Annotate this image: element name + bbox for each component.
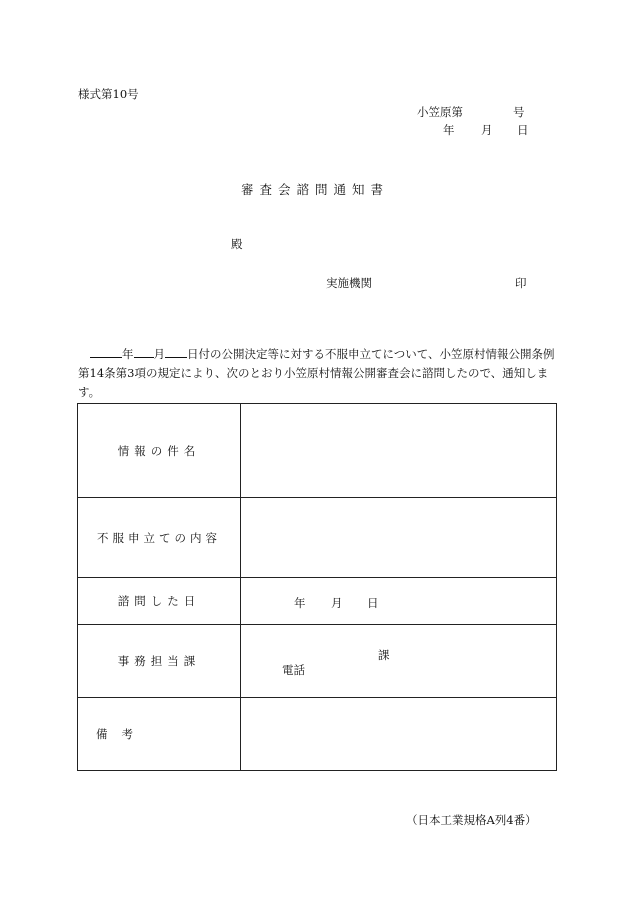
issue-date-day: 日: [517, 123, 529, 137]
sender-label: 実施機関: [326, 276, 372, 290]
blank-month: [134, 346, 154, 358]
table-row: [78, 578, 557, 625]
row-label-subject: 情報の件名: [78, 404, 241, 498]
row-value-inquiry-date: [241, 578, 557, 625]
row-value-remarks: [241, 698, 557, 771]
department-section: 課: [378, 648, 390, 662]
row-label-remarks: 備考: [78, 698, 241, 771]
issue-date-year: 年: [443, 123, 455, 137]
inquiry-date-day: 日: [367, 596, 379, 610]
table-row: [78, 498, 557, 578]
row-label-inquiry-date: 諮問した日: [78, 578, 241, 625]
department-phone: 電話: [282, 663, 305, 677]
seal-mark: 印: [515, 276, 527, 290]
body-year: 年: [122, 347, 134, 361]
row-value-appeal-content: [241, 498, 557, 578]
inquiry-date-year: 年: [294, 596, 306, 610]
body-text: 日付の公開決定等に対する不服申立てについて、小笠原村情報公開条例第14条第3項の規定により、次のとおり小笠原村情報公開審査会に諮問したので、通知します。: [78, 347, 555, 399]
row-value-subject: [241, 404, 557, 498]
issue-date: [443, 122, 529, 138]
body-paragraph: [78, 345, 556, 402]
body-month: 月: [153, 347, 165, 361]
table-row: [78, 698, 557, 771]
blank-day: [165, 346, 187, 358]
paper-size-note: （日本工業規格A列4番）: [406, 813, 537, 827]
issue-date-month: 月: [481, 123, 493, 137]
document-number-suffix: 号: [513, 105, 525, 119]
row-value-department: [241, 625, 557, 698]
notice-table: [77, 403, 557, 771]
table-row: [78, 404, 557, 498]
document-number-label: 小笠原第: [417, 105, 463, 119]
blank-year: [90, 346, 122, 358]
document-title: 審査会諮問通知書: [240, 182, 389, 197]
inquiry-date-month: 月: [331, 596, 343, 610]
form-number: 様式第10号: [78, 87, 139, 101]
row-label-department: 事務担当課: [78, 625, 241, 698]
row-label-appeal-content: 不服申立ての内容: [78, 498, 241, 578]
table-row: [78, 625, 557, 698]
addressee-suffix: 殿: [231, 237, 243, 251]
document-number: [417, 104, 525, 120]
